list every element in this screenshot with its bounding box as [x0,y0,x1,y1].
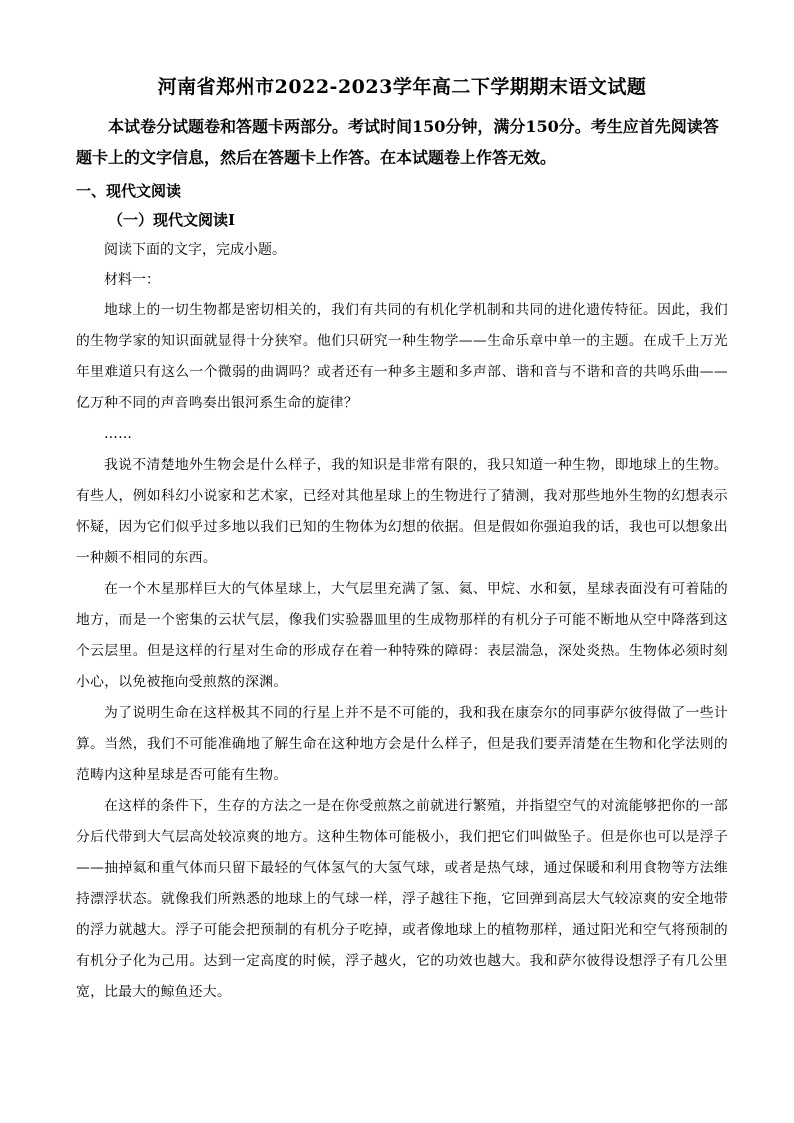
paragraph-3: 在一个木星那样巨大的气体星球上，大气层里充满了氢、氦、甲烷、水和氨，星球表面没有可着陆的地方，而是一个密集的云状气层，像我们实验器皿里的生成物那样的有机分子可能不断地从空中降落到这个云层里。但是这样的行星对生命的形成存在着一种特殊的障碍：表层湍急，深处炎热。生物体必须时刻小心，以免被拖向受煎熬的深渊。 [76,581,728,690]
paragraph-5: 在这样的条件下，生存的方法之一是在你受煎熬之前就进行繁殖，并指望空气的对流能够把你的一部分后代带到大气层高处较凉爽的地方。这种生物体可能极小，我们把它们叫做坠子。但是你也可以是浮子——抽掉氦和重气体而只留下最轻的气体氢气的大氢气球，或者是热气球，通过保暖和利用食物等方法维持漂浮状态。就像我们所熟悉的地球上的气球一样，浮子越往下拖，它回弹到高层大气较凉爽的安全地带的浮力就越大。浮子可能会把预制的有机分子吃掉，或者像地球上的植物那样，通过阳光和空气将预制的有机分子化为己用。达到一定高度的时候，浮子越火，它的功效也越大。我和萨尔彼得设想浮子有几公里宽，比最大的鲸鱼还大。 [76,798,728,1000]
document-page [76,72,728,1008]
section-heading: 一、现代文阅读 [76,182,182,200]
document-title: 河南省郑州市2022-2023学年高二下学期期末语文试题 [157,76,647,98]
material-label: 材料一： [104,272,160,288]
paragraph-1: 地球上的一切生物都是密切相关的，我们有共同的有机化学机制和共同的进化遗传特征。因此，我们的生物学家的知识面就显得十分狭窄。他们只研究一种生物学——生命乐章中单一的主题。在成千上万光年里难道只有这么一个微弱的曲调吗？或者还有一种多主题和多声部、谐和音与不谐和音的共鸣乐曲——亿万种不同的声音鸣奏出银河系生命的旋律？ [76,302,728,411]
reading-instruction: 阅读下面的文字，完成小题。 [104,242,286,258]
subsection-heading: （一）现代文阅读Ⅰ [108,211,236,229]
paragraph-ellipsis: …… [104,426,133,442]
paragraph-4: 为了说明生命在这样极其不同的行星上并不是不可能的，我和我在康奈尔的同事萨尔彼得做了一些计算。当然，我们不可能准确地了解生命在这种地方会是什么样子，但是我们要弄清楚在生物和化学法则的范畴内这种星球是否可能有生物。 [76,705,728,783]
paragraph-2: 我说不清楚地外生物会是什么样子，我的知识是非常有限的，我只知道一种生物，即地球上的生物。有些人，例如科幻小说家和艺术家，已经对其他星球上的生物进行了猜测，我对那些地外生物的幻想表示怀疑，因为它们似乎过多地以我们已知的生物体为幻想的依据。但是假如你强迫我的话，我也可以想象出一种颇不相同的东西。 [76,457,728,566]
exam-notice: 本试卷分试题卷和答题卡两部分。考试时间150分钟，满分150分。考生应首先阅读答题卡上的文字信息，然后在答题卡上作答。在本试题卷上作答无效。 [76,117,719,167]
